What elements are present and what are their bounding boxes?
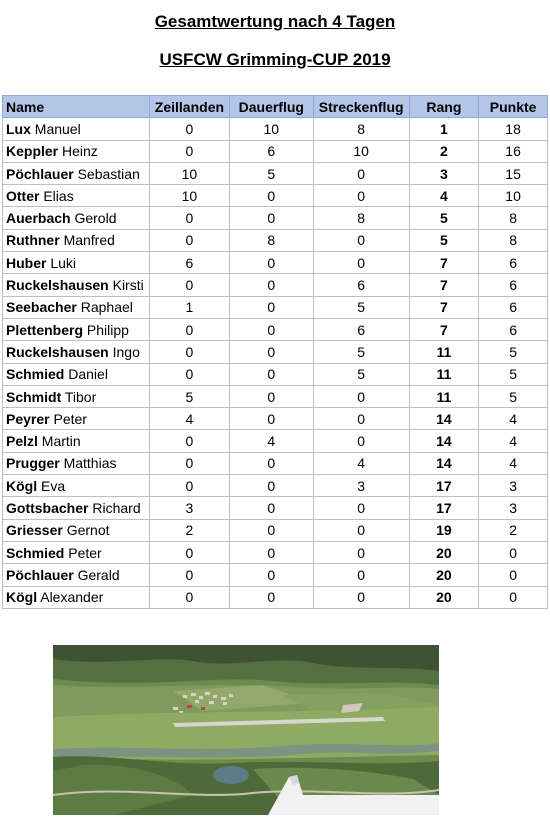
last-name: Plettenberg [6,321,84,338]
cell-punkte: 18 [479,118,548,140]
cell-rang: 1 [409,118,479,140]
cell-streckenflug: 5 [313,296,409,318]
cell-rang: 14 [409,408,479,430]
table-row [3,274,548,296]
cell-zeillanden: 0 [149,274,229,296]
cell-dauerflug: 0 [229,564,313,586]
document-title: Gesamtwertung nach 4 Tagen [154,12,396,31]
cell-streckenflug: 0 [313,185,409,207]
cell-name [3,185,150,207]
cell-rang: 7 [409,296,479,318]
cell-zeillanden: 0 [149,586,229,608]
first-name: Kirsti [112,277,144,294]
last-name: Kögl [6,477,38,494]
cell-streckenflug: 4 [313,452,409,474]
cell-streckenflug: 0 [313,564,409,586]
cell-zeillanden: 0 [149,452,229,474]
cell-streckenflug: 0 [313,430,409,452]
cell-streckenflug: 5 [313,363,409,385]
cell-rang: 19 [409,519,479,541]
last-name: Lux [6,120,31,137]
cell-dauerflug: 0 [229,185,313,207]
cell-punkte: 6 [479,252,548,274]
table-row [3,475,548,497]
cell-zeillanden: 1 [149,296,229,318]
cell-rang: 20 [409,541,479,563]
cell-name [3,452,150,474]
table-row [3,341,548,363]
cell-name [3,586,150,608]
table-row [3,162,548,184]
cell-streckenflug: 0 [313,229,409,251]
table-row [3,408,548,430]
cell-punkte: 5 [479,363,548,385]
cell-zeillanden: 2 [149,519,229,541]
cell-streckenflug: 10 [313,140,409,162]
table-row [3,541,548,563]
last-name: Auerbach [6,210,71,227]
last-name: Pöchlauer [6,566,74,583]
cell-name [3,408,150,430]
cell-rang: 5 [409,207,479,229]
cell-dauerflug: 4 [229,430,313,452]
cell-dauerflug: 6 [229,140,313,162]
cell-name [3,497,150,519]
cell-zeillanden: 0 [149,541,229,563]
cell-dauerflug: 0 [229,296,313,318]
cell-punkte: 5 [479,385,548,407]
first-name: Daniel [68,366,108,383]
header-streckenflug: Streckenflug [313,96,409,118]
table-row [3,229,548,251]
cell-dauerflug: 0 [229,385,313,407]
cell-name [3,252,150,274]
cell-streckenflug: 0 [313,541,409,563]
table-row [3,564,548,586]
first-name: Philipp [86,321,129,338]
cell-punkte: 8 [479,207,548,229]
cell-rang: 11 [409,385,479,407]
header-dauerflug: Dauerflug [229,96,313,118]
last-name: Schmidt [6,388,62,405]
cell-dauerflug: 0 [229,586,313,608]
first-name: Gerald [77,566,120,583]
cell-rang: 7 [409,252,479,274]
table-row [3,318,548,340]
cell-dauerflug: 0 [229,452,313,474]
cell-streckenflug: 6 [313,318,409,340]
table-row [3,207,548,229]
cell-streckenflug: 0 [313,385,409,407]
cell-rang: 14 [409,430,479,452]
last-name: Kögl [6,589,38,606]
cell-punkte: 0 [479,564,548,586]
cell-streckenflug: 3 [313,475,409,497]
cell-zeillanden: 0 [149,118,229,140]
cell-rang: 3 [409,162,479,184]
cell-zeillanden: 0 [149,564,229,586]
table-row [3,252,548,274]
cell-name [3,229,150,251]
cell-zeillanden: 0 [149,318,229,340]
first-name: Alexander [40,589,104,606]
cell-punkte: 8 [479,229,548,251]
competition-title: USFCW Grimming-CUP 2019 [159,50,391,69]
cell-name [3,162,150,184]
cell-punkte: 6 [479,318,548,340]
last-name: Gottsbacher [6,499,89,516]
table-row [3,296,548,318]
cell-streckenflug: 6 [313,274,409,296]
first-name: Peter [53,410,87,427]
cell-rang: 14 [409,452,479,474]
cell-streckenflug: 5 [313,341,409,363]
last-name: Pelzl [6,433,38,450]
cell-rang: 20 [409,586,479,608]
cell-name [3,118,150,140]
header-rang: Rang [409,96,479,118]
last-name: Schmied [6,544,65,561]
cell-zeillanden: 5 [149,385,229,407]
header-name: Name [3,96,150,118]
table-row [3,385,548,407]
last-name: Seebacher [6,299,77,316]
cell-punkte: 2 [479,519,548,541]
header-punkte: Punkte [479,96,548,118]
cell-dauerflug: 0 [229,475,313,497]
last-name: Prugger [6,455,60,472]
cell-punkte: 5 [479,341,548,363]
cell-zeillanden: 0 [149,140,229,162]
cell-rang: 7 [409,318,479,340]
cell-dauerflug: 0 [229,341,313,363]
cell-punkte: 3 [479,497,548,519]
table-row [3,452,548,474]
cell-dauerflug: 0 [229,252,313,274]
cell-punkte: 0 [479,586,548,608]
cell-zeillanden: 0 [149,430,229,452]
cell-rang: 11 [409,341,479,363]
header-zeillanden: Zeillanden [149,96,229,118]
cell-name [3,318,150,340]
cell-name [3,296,150,318]
cell-streckenflug: 8 [313,207,409,229]
first-name: Heinz [62,143,98,160]
cell-punkte: 4 [479,408,548,430]
first-name: Matthias [63,455,117,472]
cell-zeillanden: 3 [149,497,229,519]
last-name: Schmied [6,366,65,383]
last-name: Pöchlauer [6,165,74,182]
first-name: Martin [41,433,81,450]
cell-dauerflug: 8 [229,229,313,251]
last-name: Ruckelshausen [6,277,109,294]
aerial-airfield-photo [53,645,439,815]
cell-dauerflug: 5 [229,162,313,184]
cell-streckenflug: 0 [313,162,409,184]
last-name: Griesser [6,522,63,539]
cell-name [3,274,150,296]
cell-zeillanden: 0 [149,475,229,497]
cell-punkte: 4 [479,430,548,452]
table-row [3,363,548,385]
results-table [2,95,548,609]
cell-zeillanden: 0 [149,207,229,229]
cell-streckenflug: 0 [313,408,409,430]
cell-name [3,430,150,452]
cell-rang: 7 [409,274,479,296]
aerial-photo-illustration [53,645,439,815]
cell-rang: 2 [409,140,479,162]
table-row [3,185,548,207]
cell-dauerflug: 0 [229,541,313,563]
cell-name [3,207,150,229]
table-row [3,519,548,541]
table-row [3,118,548,140]
first-name: Manfred [63,232,115,249]
cell-punkte: 4 [479,452,548,474]
table-row [3,140,548,162]
first-name: Gerold [74,210,117,227]
cell-dauerflug: 10 [229,118,313,140]
first-name: Manuel [34,120,81,137]
cell-rang: 17 [409,475,479,497]
first-name: Raphael [80,299,133,316]
cell-streckenflug: 0 [313,252,409,274]
cell-name [3,475,150,497]
table-row [3,497,548,519]
cell-punkte: 6 [479,274,548,296]
cell-zeillanden: 0 [149,229,229,251]
cell-rang: 4 [409,185,479,207]
first-name: Gernot [66,522,110,539]
cell-punkte: 3 [479,475,548,497]
cell-dauerflug: 0 [229,363,313,385]
cell-name [3,363,150,385]
first-name: Luki [50,254,77,271]
cell-streckenflug: 8 [313,118,409,140]
table-header-row [3,96,548,118]
cell-punkte: 16 [479,140,548,162]
cell-rang: 20 [409,564,479,586]
cell-zeillanden: 0 [149,341,229,363]
first-name: Elias [43,187,74,204]
cell-punkte: 10 [479,185,548,207]
last-name: Ruckelshausen [6,343,109,360]
last-name: Huber [6,254,47,271]
cell-name [3,140,150,162]
first-name: Eva [41,477,66,494]
last-name: Otter [6,187,40,204]
last-name: Keppler [6,143,59,160]
cell-name [3,519,150,541]
cell-dauerflug: 0 [229,207,313,229]
cell-dauerflug: 0 [229,408,313,430]
last-name: Peyrer [6,410,50,427]
cell-zeillanden: 6 [149,252,229,274]
first-name: Ingo [112,343,140,360]
cell-dauerflug: 0 [229,497,313,519]
cell-name [3,564,150,586]
cell-rang: 11 [409,363,479,385]
cell-punkte: 15 [479,162,548,184]
first-name: Richard [92,499,141,516]
cell-streckenflug: 0 [313,519,409,541]
first-name: Tibor [64,388,97,405]
cell-zeillanden: 10 [149,185,229,207]
cell-punkte: 0 [479,541,548,563]
cell-rang: 17 [409,497,479,519]
table-row [3,586,548,608]
first-name: Sebastian [77,165,140,182]
last-name: Ruthner [6,232,60,249]
cell-rang: 5 [409,229,479,251]
cell-zeillanden: 4 [149,408,229,430]
table-row [3,430,548,452]
cell-dauerflug: 0 [229,318,313,340]
cell-name [3,541,150,563]
cell-name [3,385,150,407]
cell-punkte: 6 [479,296,548,318]
cell-zeillanden: 10 [149,162,229,184]
first-name: Peter [68,544,102,561]
cell-dauerflug: 0 [229,519,313,541]
cell-zeillanden: 0 [149,363,229,385]
cell-name [3,341,150,363]
cell-streckenflug: 0 [313,586,409,608]
cell-streckenflug: 0 [313,497,409,519]
cell-dauerflug: 0 [229,274,313,296]
